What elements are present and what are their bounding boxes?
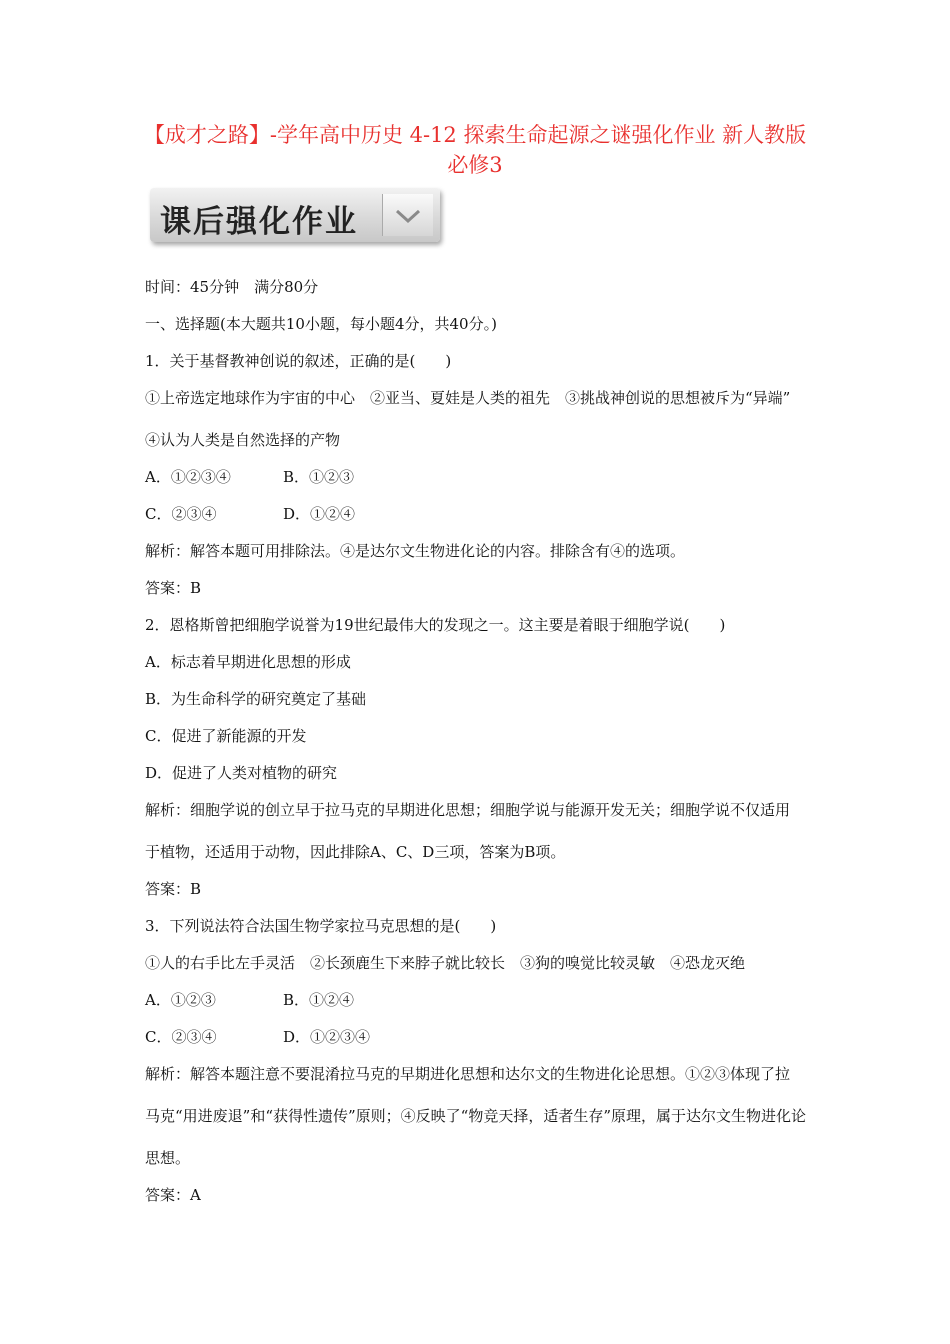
- time-limit: 时间：45分钟 满分80分: [145, 278, 319, 296]
- q1-answer: 答案：B: [145, 579, 202, 597]
- title-line-1: 【成才之路】-学年高中历史 4-12 探索生命起源之谜强化作业 新人教版: [143, 123, 807, 147]
- document-title: [0, 120, 950, 180]
- q1-option-b: B．①②③: [283, 468, 355, 486]
- title-line-2: 必修3: [447, 153, 503, 177]
- q3-analysis-line-1: 解析：解答本题注意不要混淆拉马克的早期进化思想和达尔文的生物进化论思想。①②③体现了拉: [145, 1065, 791, 1083]
- chevron-down-icon: [395, 208, 421, 224]
- banner-dropdown: [382, 194, 433, 236]
- q3-stem: 3．下列说法符合法国生物学家拉马克思想的是( ): [145, 917, 497, 935]
- q3-option-c: C．②③④: [145, 1028, 217, 1046]
- q2-answer: 答案：B: [145, 880, 202, 898]
- banner-label: 课后强化作业: [160, 204, 358, 240]
- q3-option-b: B．①②④: [283, 991, 355, 1009]
- q1-items-cont: ④认为人类是自然选择的产物: [145, 431, 341, 449]
- q2-option-b: B．为生命科学的研究奠定了基础: [145, 690, 367, 708]
- q2-option-d: D．促进了人类对植物的研究: [145, 764, 338, 782]
- q1-option-d: D．①②④: [283, 505, 356, 523]
- q2-stem: 2．恩格斯曾把细胞学说誉为19世纪最伟大的发现之一。这主要是着眼于细胞学说( ): [145, 616, 726, 634]
- q1-option-c: C．②③④: [145, 505, 217, 523]
- section-banner: [146, 180, 446, 250]
- section-heading: 一、选择题(本大题共10小题，每小题4分，共40分。): [145, 315, 497, 333]
- q3-answer: 答案：A: [145, 1186, 201, 1204]
- q3-analysis-line-2: 马克“用进废退”和“获得性遗传”原则；④反映了“物竞天择，适者生存”原理，属于达尔文生物进化论: [145, 1107, 807, 1125]
- q2-analysis-line-2: 于植物，还适用于动物，因此排除A、C、D三项，答案为B项。: [145, 843, 566, 861]
- q1-analysis: 解析：解答本题可用排除法。④是达尔文生物进化论的内容。排除含有④的选项。: [145, 542, 686, 560]
- q2-option-a: A．标志着早期进化思想的形成: [145, 653, 351, 671]
- q3-option-a: A．①②③: [145, 991, 216, 1009]
- q1-option-a: A．①②③④: [145, 468, 231, 486]
- q1-items: ①上帝选定地球作为宇宙的中心 ②亚当、夏娃是人类的祖先 ③挑战神创说的思想被斥为“异端”: [145, 389, 791, 407]
- q3-items: ①人的右手比左手灵活 ②长颈鹿生下来脖子就比较长 ③狗的嗅觉比较灵敏 ④恐龙灭绝: [145, 954, 746, 972]
- q3-option-d: D．①②③④: [283, 1028, 371, 1046]
- q2-analysis-line-1: 解析：细胞学说的创立早于拉马克的早期进化思想；细胞学说与能源开发无关；细胞学说不仅适用: [145, 801, 791, 819]
- q3-analysis-line-3: 思想。: [145, 1149, 191, 1167]
- q1-stem: 1．关于基督教神创说的叙述，正确的是( ): [145, 352, 452, 370]
- q2-option-c: C．促进了新能源的开发: [145, 727, 307, 745]
